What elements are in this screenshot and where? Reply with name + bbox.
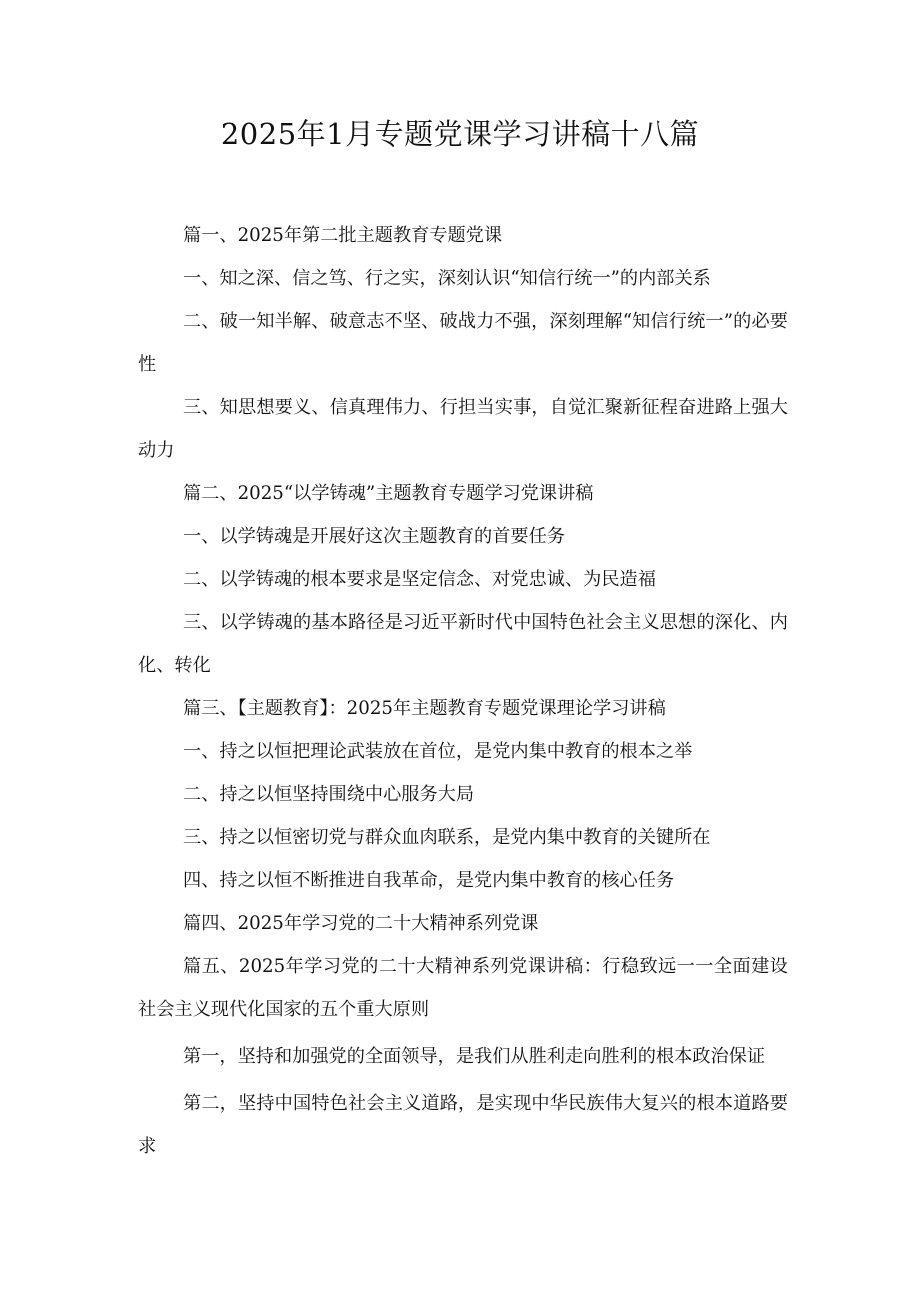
outline-heading-5: 篇五、2025年学习党的二十大精神系列党课讲稿：行稳致远一一全面建设社会主义现代化国家的五个重大原则 bbox=[138, 956, 788, 1020]
outline-item: 三、知思想要义、信真理伟力、行担当实事，自觉汇聚新征程奋进路上强大动力 bbox=[138, 397, 788, 461]
outline-heading-4: 篇四、2025年学习党的二十大精神系列党课 bbox=[183, 913, 539, 934]
outline-item: 第一，坚持和加强党的全面领导，是我们从胜利走向胜利的根本政治保证 bbox=[183, 1046, 766, 1067]
outline-item: 一、知之深、信之笃、行之实，深刻认识“知信行统一”的内部关系 bbox=[183, 268, 711, 289]
outline-item: 第二，坚持中国特色社会主义道路，是实现中华民族伟大复兴的根本道路要求 bbox=[138, 1093, 788, 1157]
outline-heading-2: 篇二、2025“以学铸魂”主题教育专题学习党课讲稿 bbox=[183, 483, 594, 504]
document-body bbox=[138, 214, 788, 1168]
outline-item: 二、以学铸魂的根本要求是坚定信念、对党忠诚、为民造福 bbox=[183, 569, 656, 590]
outline-item: 一、以学铸魂是开展好这次主题教育的首要任务 bbox=[183, 526, 565, 547]
outline-item: 二、持之以恒坚持围绕中心服务大局 bbox=[183, 784, 475, 805]
outline-heading-1: 篇一、2025年第二批主题教育专题党课 bbox=[183, 225, 503, 246]
outline-item: 四、持之以恒不断推进自我革命，是党内集中教育的核心任务 bbox=[183, 870, 675, 891]
outline-heading-3: 篇三、【主题教育】：2025年主题教育专题党课理论学习讲稿 bbox=[183, 698, 666, 719]
document-title: 2025年1月专题党课学习讲稿十八篇 bbox=[220, 117, 700, 151]
outline-item: 三、以学铸魂的基本路径是习近平新时代中国特色社会主义思想的深化、内化、转化 bbox=[138, 612, 788, 676]
outline-item: 三、持之以恒密切党与群众血肉联系，是党内集中教育的关键所在 bbox=[183, 827, 711, 848]
outline-item: 一、持之以恒把理论武装放在首位，是党内集中教育的根本之举 bbox=[183, 741, 693, 762]
outline-item: 二、破一知半解、破意志不坚、破战力不强，深刻理解“知信行统一”的必要性 bbox=[138, 311, 788, 375]
